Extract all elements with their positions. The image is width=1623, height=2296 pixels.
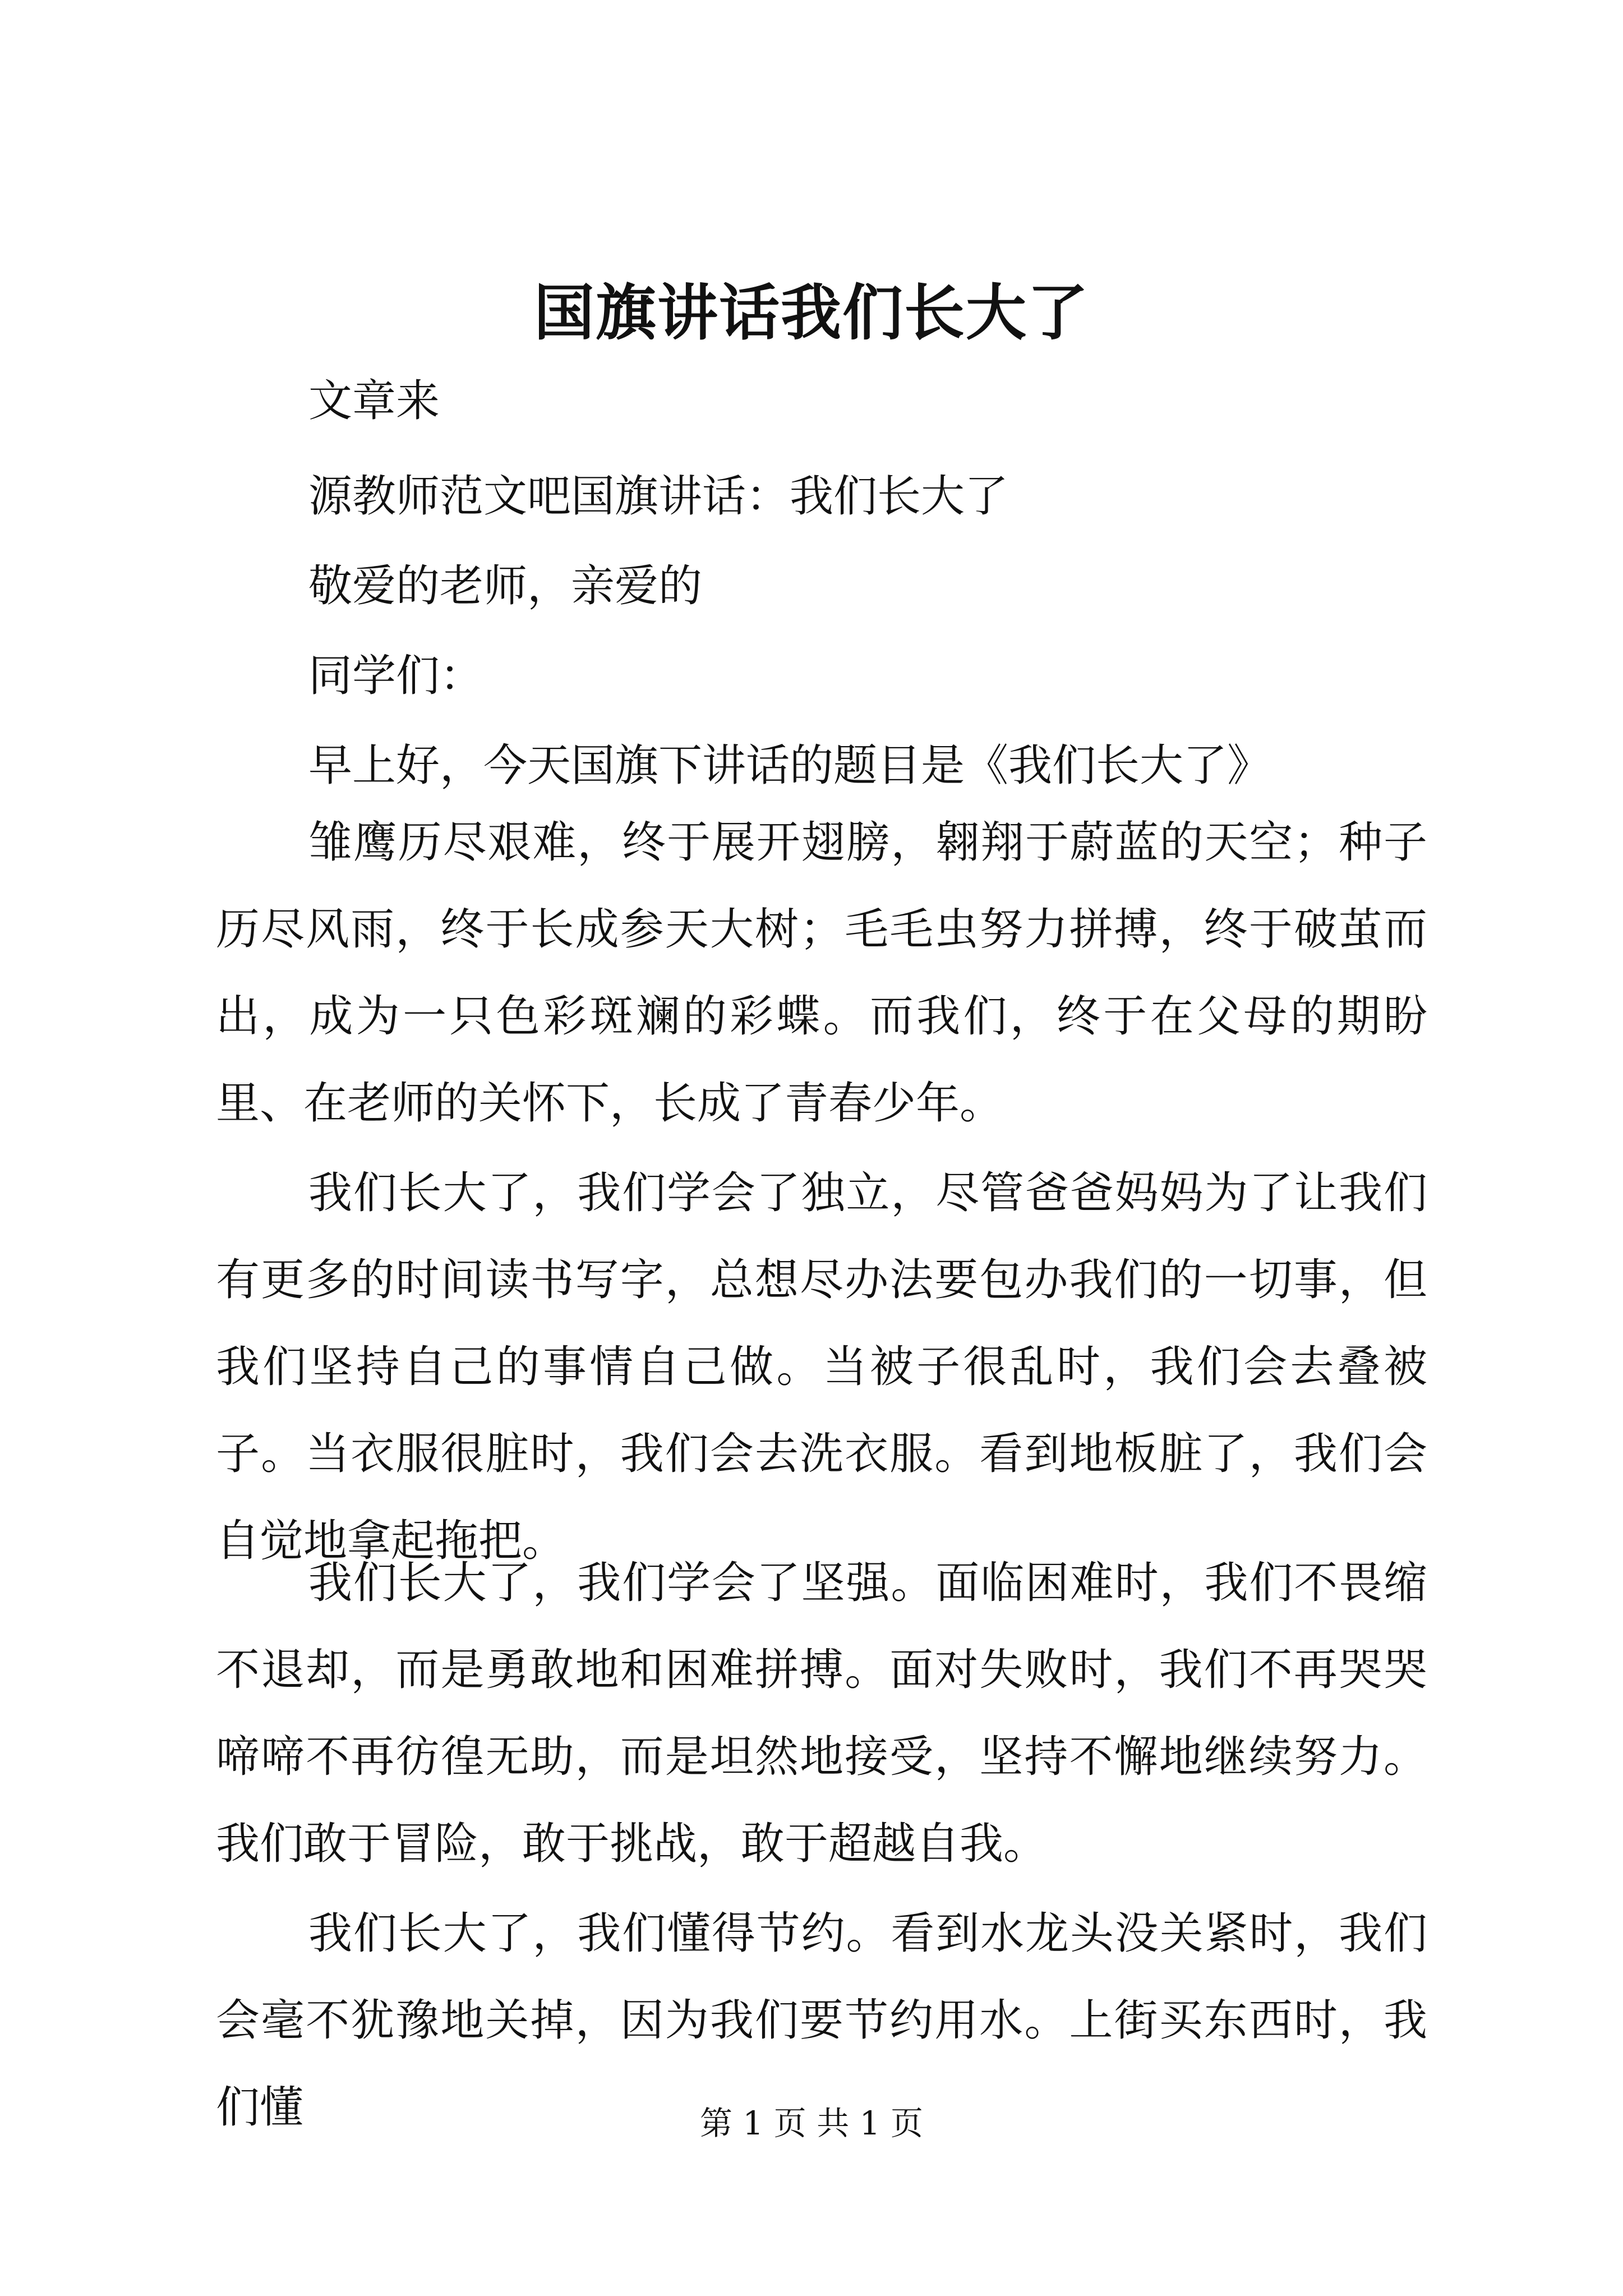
paragraph-3: 我们长大了，我们学会了坚强。面临困难时，我们不畏缩不退却，而是勇敢地和困难拼搏。面对失败时，我们不再哭哭啼啼不再彷徨无助，而是坦然地接受，坚持不懈地继续努力。我们敢于冒险，敢于挑战，敢于超越自我。 — [216, 1558, 1427, 1869]
header-line-topic: 早上好，今天国旗下讲话的题目是《我们长大了》 — [308, 740, 1271, 791]
paragraph-2: 我们长大了，我们学会了独立，尽管爸爸妈妈为了让我们有更多的时间读书写字，总想尽办法要包办我们的一切事，但我们坚持自己的事情自己做。当被子很乱时，我们会去叠被子。当衣服很脏时，我们会去洗衣服。看到地板脏了，我们会自觉地拿起拖把。 — [216, 1168, 1427, 1566]
document-title: 国旗讲话我们长大了 — [533, 278, 1089, 348]
header-line-source-title: 源教师范文吧国旗讲话：我们长大了 — [308, 471, 1009, 522]
page-footer: 第 1 页 共 1 页 — [700, 2104, 923, 2142]
paragraph-4: 我们长大了，我们懂得节约。看到水龙头没关紧时，我们会毫不犹豫地关掉，因为我们要节约用水。上街买东西时，我们懂 — [216, 1908, 1427, 2133]
header-line-source: 文章来 — [308, 376, 440, 426]
header-line-greeting: 敬爱的老师，亲爱的 — [308, 561, 703, 611]
paragraph-1: 雏鹰历尽艰难，终于展开翅膀，翱翔于蔚蓝的天空；种子历尽风雨，终于长成参天大树；毛毛虫努力拼搏，终于破茧而出，成为一只色彩斑斓的彩蝶。而我们，终于在父母的期盼里、在老师的关怀下，长成了青春少年。 — [216, 817, 1427, 1129]
header-line-classmates: 同学们： — [308, 651, 484, 701]
